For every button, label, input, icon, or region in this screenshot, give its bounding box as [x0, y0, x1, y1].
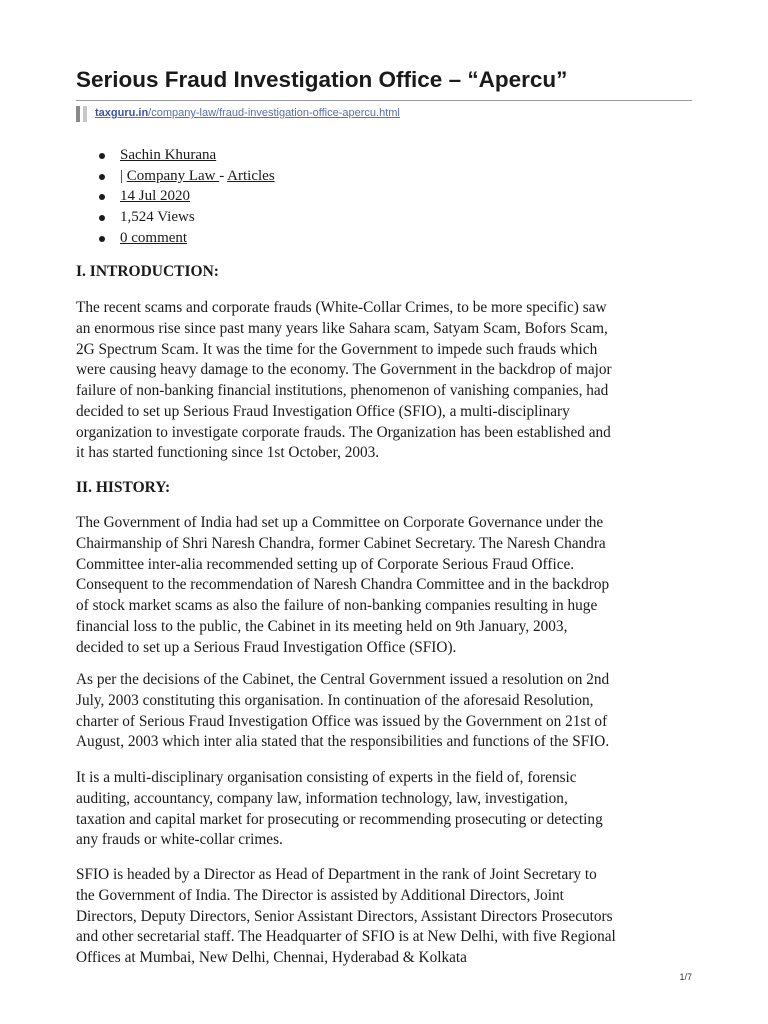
- category-prefix: |: [120, 167, 127, 184]
- category-separator: -: [219, 167, 228, 184]
- text-line: it has started functioning since 1st October, 2003.: [76, 444, 380, 462]
- source-marker-bar: [76, 106, 80, 122]
- text-line: an enormous rise since past many years like Sahara scam, Satyam Scam, Bofors Scam,: [76, 319, 608, 337]
- author-link[interactable]: Sachin Khurana: [120, 147, 217, 163]
- intro-paragraph: [76, 298, 696, 464]
- text-line: failure of non-banking financial institutions, phenomenon of vanishing companies, had: [76, 382, 609, 399]
- text-line: financial loss to the public, the Cabinet in its meeting held on 9th January, 2003,: [76, 617, 568, 635]
- text-line: taxation and capital market for prosecuting or recommending prosecuting or detecting: [76, 810, 603, 828]
- text-line: July, 2003 constituting this organisation. In continuation of the aforesaid Resolution,: [76, 691, 594, 709]
- date-link[interactable]: 14 Jul 2020: [120, 188, 191, 205]
- source-link[interactable]: [95, 107, 400, 119]
- text-line: Offices at Mumbai, New Delhi, Chennai, Hyderabad & Kolkata: [76, 949, 467, 966]
- meta-category: [96, 166, 275, 187]
- text-line: charter of Serious Fraud Investigation Office was issued by the Government on 21st of: [76, 712, 608, 730]
- subcategory-link[interactable]: Articles: [227, 167, 275, 184]
- page-title: Serious Fraud Investigation Office – “Apercu”: [76, 67, 568, 92]
- text-line: Committee inter-alia recommended setting up of Corporate Serious Fraud Office.: [76, 555, 575, 573]
- text-line: The recent scams and corporate frauds (White-Collar Crimes, to be more specific) saw: [76, 299, 607, 316]
- text-line: were causing heavy damage to the economy. The Government in the backdrop of major: [76, 361, 612, 379]
- text-line: 2G Spectrum Scam. It was the time for the Government to impede such frauds which: [76, 340, 598, 358]
- meta-author: [96, 145, 275, 166]
- intro-heading: I. INTRODUCTION:: [76, 263, 219, 280]
- text-line: The Government of India had set up a Committee on Corporate Governance under the: [76, 514, 604, 531]
- history-heading: II. HISTORY:: [76, 479, 171, 496]
- source-marker-bar-light: [83, 106, 87, 122]
- source-domain: taxguru.in: [95, 107, 149, 119]
- text-line: of stock market scams as also the failure of non-banking companies resulting in huge: [76, 597, 598, 614]
- meta-comments: [96, 228, 275, 249]
- text-line: August, 2003 which inter alia stated that the responsibilities and functions of the SFIO.: [76, 733, 610, 751]
- meta-views: [96, 207, 275, 228]
- views-count: 1,524 Views: [120, 209, 195, 226]
- history-paragraph-4: [76, 865, 696, 969]
- source-path: /company-law/fraud-investigation-office-apercu.html: [148, 107, 400, 119]
- page-number: 1/7: [679, 972, 692, 982]
- text-line: and other secretarial staff. The Headquarter of SFIO is at New Delhi, with five Regional: [76, 928, 616, 946]
- text-line: SFIO is headed by a Director as Head of Department in the rank of Joint Secretary to: [76, 866, 597, 883]
- comments-link[interactable]: 0 comment: [120, 229, 188, 246]
- text-line: Directors, Deputy Directors, Senior Assistant Directors, Assistant Directors Prosecutors: [76, 907, 613, 925]
- text-line: As per the decisions of the Cabinet, the Central Government issued a resolution on 2nd: [76, 671, 610, 688]
- text-line: any frauds or white-collar crimes.: [76, 831, 283, 849]
- title-divider: [76, 100, 692, 101]
- text-line: organization to investigate corporate frauds. The Organization has been established and: [76, 423, 611, 441]
- category-link[interactable]: Company Law: [126, 167, 220, 184]
- text-line: the Government of India. The Director is assisted by Additional Directors, Joint: [76, 886, 564, 904]
- text-line: Chairmanship of Shri Naresh Chandra, former Cabinet Secretary. The Naresh Chandra: [76, 534, 606, 552]
- history-paragraph-2: [76, 670, 696, 753]
- text-line: decided to set up Serious Fraud Investigation Office (SFIO), a multi-disciplinary: [76, 402, 570, 420]
- history-paragraph-3: [76, 768, 696, 851]
- text-line: It is a multi-disciplinary organisation consisting of experts in the field of, forensic: [76, 769, 577, 786]
- text-line: decided to set up a Serious Fraud Investigation Office (SFIO).: [76, 638, 457, 656]
- history-paragraph-1: [76, 513, 696, 658]
- text-line: auditing, accountancy, company law, information technology, law, investigation,: [76, 789, 568, 807]
- text-line: Consequent to the recommendation of Naresh Chandra Committee and in the backdrop: [76, 576, 610, 594]
- meta-date: [96, 186, 275, 207]
- article-meta-list: [96, 145, 275, 248]
